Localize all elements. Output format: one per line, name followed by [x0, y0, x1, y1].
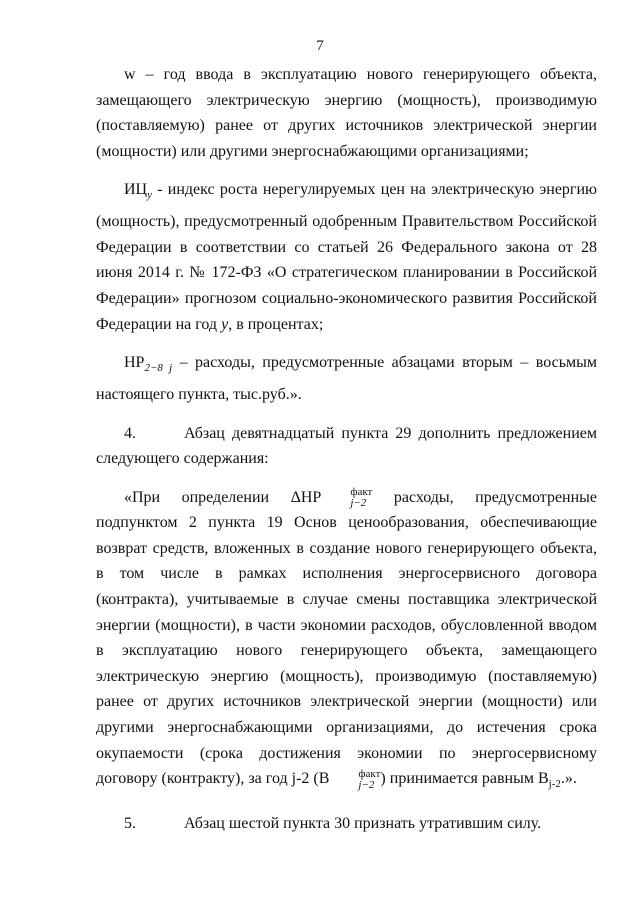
variable-w: w — [124, 66, 136, 83]
paragraph-text: – расходы, предусмотренные абзацами вторым – восьмым настоящего пункта, тыс.руб.». — [96, 354, 598, 403]
item-number: 5. — [124, 815, 136, 832]
paragraph-end: .». — [560, 770, 577, 788]
list-item-5 — [96, 811, 597, 837]
list-item-4 — [96, 421, 597, 472]
paragraph-hr-expenses — [96, 350, 597, 407]
paragraph-text: – год ввода в эксплуатацию нового генерирующего объекта, замещающего электрическую энергию (мощность), производимую (поставляемую) ранее от других источников электрической энергии (мощности) или другими энергоснабжающими организациями; — [96, 66, 597, 160]
variable-y: y — [221, 315, 229, 333]
paragraph-w-definition — [96, 62, 597, 164]
item-text: Абзац девятнадцатый пункта 29 дополнить предложением следующего содержания: — [96, 424, 597, 468]
paragraph-text: - индекс роста нерегулируемых цен на электрическую энергию (мощность), предусмотренный одобренным Правительством Российской Федерации в соответствии со статьей 26 Федерального закона от 28 июня 2014 г. № 172-ФЗ «О стратегическом планировании в Российской Федерации» прогнозом социально-экономического развития Российской Федерации на год — [96, 181, 598, 333]
document-body — [96, 62, 597, 837]
variable-ic: $ИЦ_y$ — [124, 181, 152, 202]
paragraph-quoted-addition — [96, 485, 597, 798]
item-number: 4. — [124, 424, 136, 442]
item-text: Абзац шестой пункта 30 признать утратившим силу. — [184, 815, 542, 832]
subscript-j2: j-2 — [548, 778, 561, 791]
formula-b-fact: факт j−2 — [358, 767, 381, 791]
page-number: 7 — [316, 38, 324, 54]
variable-hr: $НР_{2-8 j}$ — [124, 354, 173, 375]
paragraph-mid: ) принимается равным В — [380, 770, 549, 788]
formula-delta-hr: «При определении ΔНР факт j−2 — [124, 486, 373, 510]
paragraph-price-index — [96, 177, 597, 337]
paragraph-text: расходы, предусмотренные подпунктом 2 пункта 19 Основ ценообразования, обеспечивающие возврат средств, вложенных в создание нового генерирующего объекта, в том числе в рамках исполнения энергосервисного договора (контракта), учитываемые в случае смены поставщика электрической энергии (мощности), в части экономии расходов, обусловленной вводом в эксплуатацию нового генерирующего объекта, замещающего электрическую энергию (мощность), производимую (поставляемую) ранее от других источников электрической энергии (мощности) или другими энергоснабжающими организациями, до истечения срока окупаемости (срока достижения экономии по энергосервисному договору (контракту), за год j-2 (В — [96, 488, 598, 788]
paragraph-tail: , в процентах; — [228, 315, 324, 333]
